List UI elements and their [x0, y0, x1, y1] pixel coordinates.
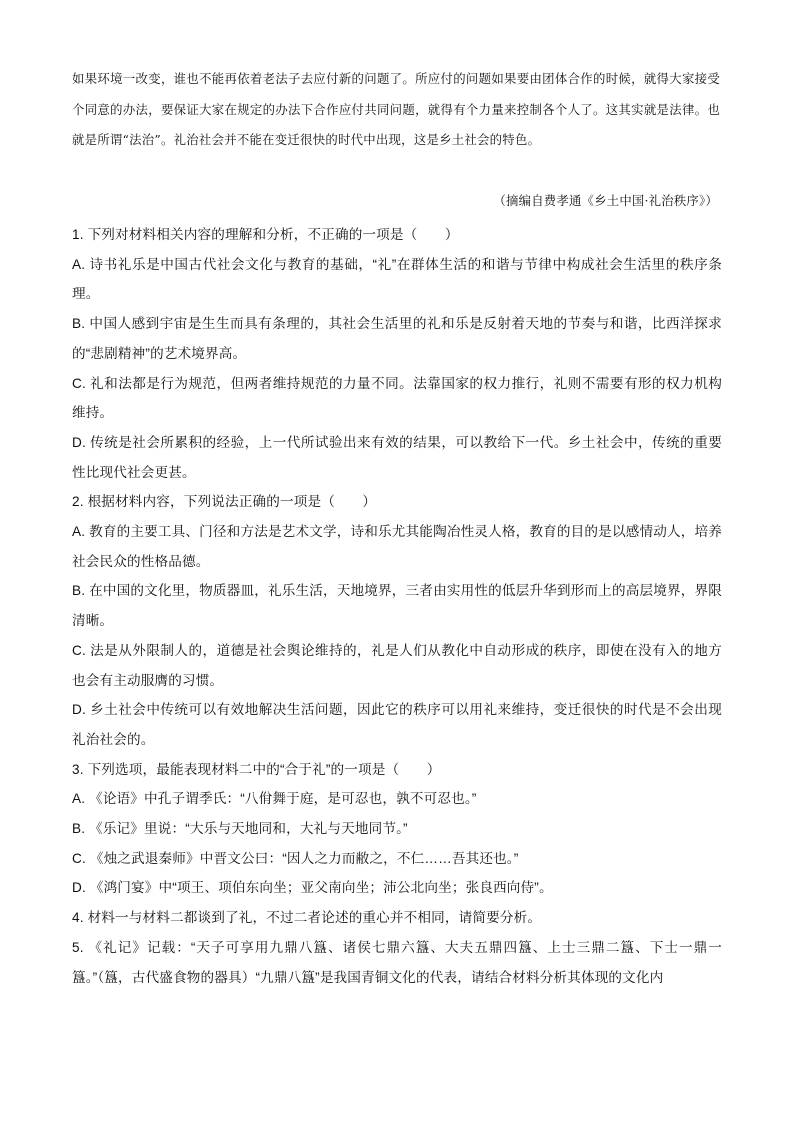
- question-2-option-a: A. 教育的主要工具、门径和方法是艺术文学，诗和乐尤其能陶冶性灵人格，教育的目的是以感情动人，培养社会民众的性格品德。: [72, 524, 722, 569]
- question-1-option-d: D. 传统是社会所累积的经验，上一代所试验出来有效的结果，可以教给下一代。乡土社会中，传统的重要性比现代社会更甚。: [72, 434, 722, 480]
- question-1-option-a: A. 诗书礼乐是中国古代社会文化与教育的基础，“礼”在群体生活的和谐与节律中构成社会生活里的秩序条理。: [72, 256, 722, 302]
- question-3-stem: 3. 下列选项，最能表现材料二中的“合于礼”的一项是（ ）: [72, 761, 441, 777]
- question-2-option-b: B. 在中国的文化里，物质器皿，礼乐生活，天地境界，三者由实用性的低层升华到形而上的高层境界，界限清晰。: [72, 583, 722, 629]
- passage-paragraph: 如果环境一改变，谁也不能再依着老法子去应付新的问题了。所应付的问题如果要由团体合作的时候，就得大家接受个同意的办法，要保证大家在规定的办法下合作应付共同问题，就得有个力量来控制各个人了。这其实就是法律。也就是所谓“法治”。礼治社会并不能在变迁很快的时代中出现，这是乡土社会的特色。: [72, 71, 720, 147]
- question-2-option-d: D. 乡土社会中传统可以有效地解决生活问题，因此它的秩序可以用礼来维持，变迁很快的时代是不会出现礼治社会的。: [72, 702, 722, 747]
- question-1-stem: 1. 下列对材料相关内容的理解和分析，不正确的一项是（ ）: [72, 227, 459, 242]
- question-3-option-c: C. 《烛之武退秦师》中晋文公曰：“因人之力而敝之，不仁……吾其还也。”: [72, 850, 519, 866]
- question-1-option-b: B. 中国人感到宇宙是生生而具有条理的，其社会生活里的礼和乐是反射着天地的节奏与和谐，比西洋探求的“悲剧精神”的艺术境界高。: [72, 316, 722, 361]
- reading-passage: [72, 64, 720, 156]
- question-5-stem: 5. 《礼记》记载：“天子可享用九鼎八簋、诸侯七鼎六簋、大夫五鼎四簋、上士三鼎二簋、下士一鼎一簋。”（簋，古代盛食物的器具）“九鼎八簋”是我国青铜文化的代表，请结合材料分析其体现的文化内: [72, 939, 722, 985]
- question-2-option-c: C. 法是从外限制人的，道德是社会舆论维持的，礼是人们从教化中自动形成的秩序，即使在没有入的地方也会有主动服膺的习惯。: [72, 642, 722, 688]
- question-2-stem: 2. 根据材料内容，下列说法正确的一项是（ ）: [72, 494, 377, 510]
- question-3-option-b: B. 《乐记》里说：“大乐与天地同和，大礼与天地同节。”: [72, 821, 408, 837]
- question-1-option-c: C. 礼和法都是行为规范，但两者维持规范的力量不同。法靠国家的权力推行，礼则不需要有形的权力机构维持。: [72, 375, 722, 421]
- passage-source: （摘编自费孝通《乡土中国·礼治秩序》）: [493, 193, 718, 208]
- question-4-stem: 4. 材料一与材料二都谈到了礼，不过二者论述的重心并不相同，请简要分析。: [72, 910, 542, 926]
- question-list: [72, 220, 722, 992]
- question-3-option-a: A. 《论语》中孔子谓季氏：“八佾舞于庭，是可忍也，孰不可忍也。”: [72, 791, 477, 807]
- question-3-option-d: D. 《鸿门宴》中“项王、项伯东向坐；亚父南向坐；沛公北向坐；张良西向侍”。: [72, 880, 553, 896]
